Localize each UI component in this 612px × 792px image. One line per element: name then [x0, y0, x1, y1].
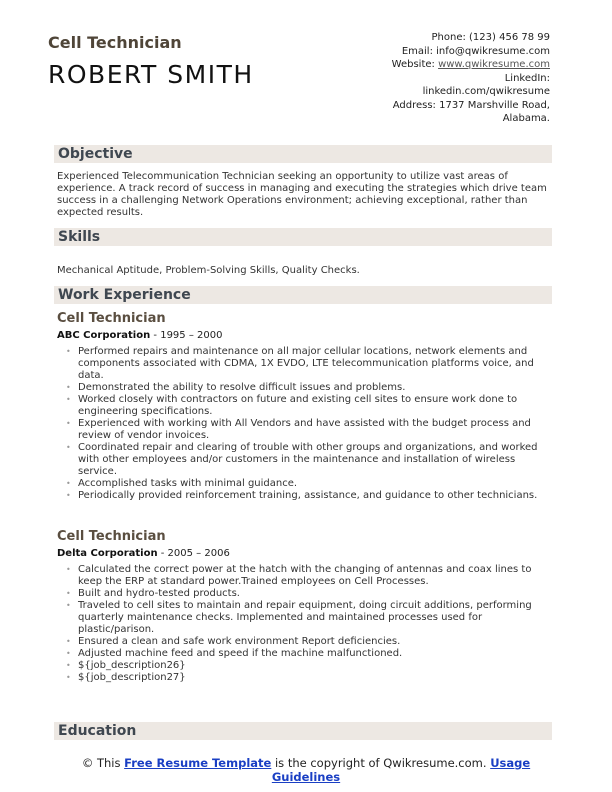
linkedin: linkedin.com/qwikresume	[422, 86, 550, 97]
list-item: • Adjusted machine feed and speed if the machine malfunctioned.	[66, 648, 550, 660]
list-item: • Coordinated repair and clearing of trouble with other groups and organizations, and worked with other employees and/or customers in the maintenance and installation of wireless service.	[66, 442, 550, 478]
job-company-line	[57, 548, 230, 559]
job-title: Cell Technician	[57, 529, 166, 544]
footer	[60, 756, 552, 784]
education-header	[54, 722, 552, 740]
usage-guidelines-link[interactable]: Usage Guidelines	[271, 756, 531, 784]
free-resume-template-link[interactable]: Free Resume Template	[124, 756, 272, 770]
address-line1: Address: 1737 Marshville Road,	[392, 99, 550, 111]
list-item: • Experienced with working with All Vendors and have assisted with the budget process and review of vendor invoices.	[66, 418, 550, 442]
email: Email: info@qwikresume.com	[401, 45, 550, 57]
list-item: • Worked closely with contractors on future and existing cell sites to ensure work done to engineering specifications.	[66, 394, 550, 418]
website-link[interactable]: www.qwikresume.com	[438, 59, 550, 70]
list-item: • Built and hydro-tested products.	[66, 588, 550, 600]
objective-text: Experienced Telecommunication Technician seeking an opportunity to utilize vast areas of experience. A track record of success in managing and executing the strategies which drive team success in a challenging Network Operations environment; achieving exceptional, rather than expected results.	[57, 171, 547, 218]
job-dates: - 1995 – 2000	[150, 330, 223, 341]
company-name: Delta Corporation	[57, 548, 158, 559]
objective-header	[54, 145, 552, 163]
section-heading: Work Experience	[58, 287, 191, 303]
work-experience-header	[54, 286, 552, 304]
list-item: • Ensured a clean and safe work environment Report deficiencies.	[66, 636, 550, 648]
job-bullets	[66, 564, 550, 684]
phone: Phone: (123) 456 78 99	[431, 32, 550, 43]
job-company-line	[57, 330, 222, 341]
list-item: • Performed repairs and maintenance on all major cellular locations, network elements and components associated with CDMA, 1X EVDO, LTE telecommunication platforms voice, and data.	[66, 346, 550, 382]
contact-info	[350, 31, 550, 126]
candidate-name: ROBERT SMITH	[48, 60, 254, 89]
list-item: • Accomplished tasks with minimal guidance.	[66, 478, 550, 490]
job-dates: - 2005 – 2006	[157, 548, 230, 559]
company-name: ABC Corporation	[57, 330, 151, 341]
section-heading: Objective	[58, 146, 133, 162]
list-item: • ${job_description27}	[66, 672, 550, 684]
footer-prefix: © This	[81, 756, 125, 770]
website	[350, 58, 550, 72]
footer-copyright: is the copyright of Qwikresume.com.	[271, 756, 491, 770]
list-item: • Demonstrated the ability to resolve difficult issues and problems.	[66, 382, 550, 394]
section-heading: Skills	[58, 229, 101, 245]
skills-text: Mechanical Aptitude, Problem-Solving Skills, Quality Checks.	[57, 265, 360, 276]
resume-job-title: Cell Technician	[48, 33, 182, 52]
list-item: • Traveled to cell sites to maintain and repair equipment, doing circuit additions, performing quarterly maintenance checks. Implemented and maintained processes used for plastic/parison.	[66, 600, 550, 636]
linkedin-label: LinkedIn:	[504, 72, 550, 84]
list-item: • ${job_description26}	[66, 660, 550, 672]
address-line2: Alabama.	[502, 113, 550, 124]
skills-header	[54, 228, 552, 246]
list-item: • Periodically provided reinforcement training, assistance, and guidance to other technicians.	[66, 490, 550, 502]
website-label: Website:	[391, 59, 439, 70]
section-heading: Education	[58, 723, 137, 739]
job-title: Cell Technician	[57, 311, 166, 326]
job-bullets	[66, 346, 550, 502]
list-item: • Calculated the correct power at the hatch with the changing of antennas and coax lines to keep the ERP at standard power.Trained employees on Cell Processes.	[66, 564, 550, 588]
